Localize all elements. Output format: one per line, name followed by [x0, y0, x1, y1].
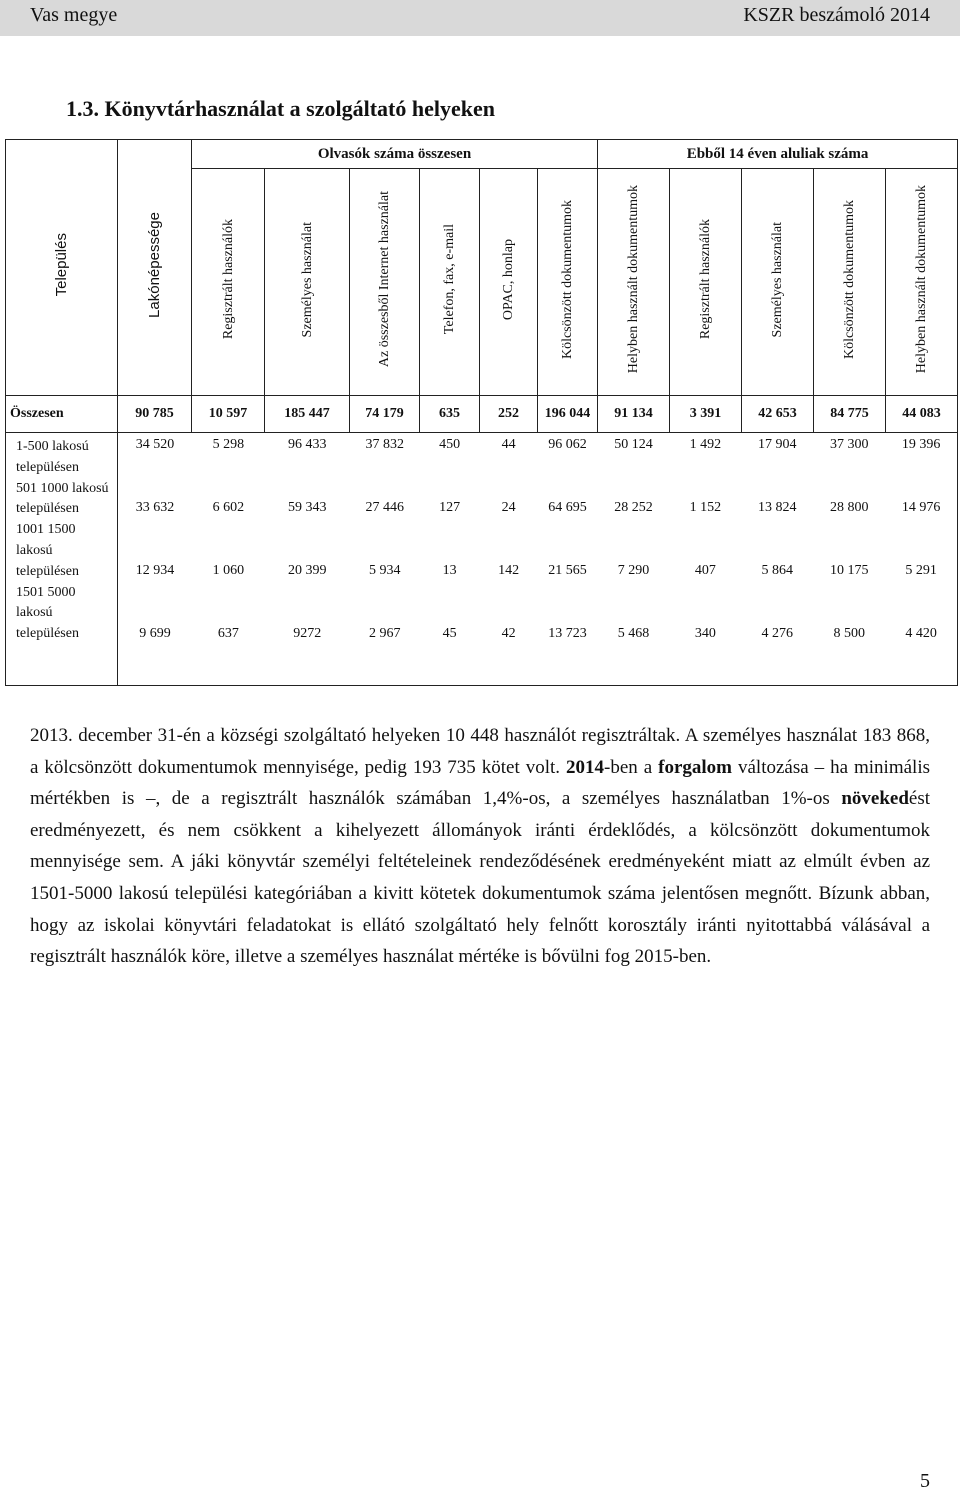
table-cell: 13 723	[548, 626, 587, 641]
table-cell: 6 602	[212, 500, 245, 515]
table-cell: 45	[442, 626, 457, 641]
table-cell: 12 934	[135, 563, 175, 578]
table-cell: 10 175	[829, 563, 869, 578]
total-cell: 3 391	[670, 396, 742, 433]
group-header-readers-total: Olvasók száma összesen	[192, 140, 598, 169]
table-cell: 1 492	[689, 437, 722, 452]
table-cell: 28 800	[829, 500, 869, 515]
table-cell: 96 062	[548, 437, 587, 452]
group-header-under14: Ebből 14 éven aluliak száma	[598, 140, 958, 169]
body-paragraph	[30, 720, 930, 973]
table-cell: 64 695	[548, 500, 587, 515]
table-cell: 50 124	[614, 437, 653, 452]
table-cell: 42	[501, 626, 516, 641]
table-cell: 142	[498, 563, 520, 578]
table-cell: 7 290	[617, 563, 650, 578]
para-sentence-3: A jáki könyvtár személyi feltételeinek rendeződésének eredményeként miatt az elmúlt évben az 1501-5000 lakosú települési kategóriában a kivitt kötetek dokumentumok száma jelentősen megnőtt. Bízunk abban, hogy az iskolai könyvtári feladatokat is ellátó szolgáltató hely felnőtt korosztály iránti nyitottabbá válásával a regisztrált használók köre, illetve a személyes használat mértéke is bővülni fog 2015-ben.	[30, 851, 930, 968]
table-cell: 14 976	[901, 500, 941, 515]
para-text: változása – ha minimális mértékben is –, de a regisztrált használók számában 1,4%-os, a személyes használatban 1%-os	[30, 756, 930, 810]
table-cell: 637	[217, 626, 239, 641]
table-cell: 5 298	[212, 437, 245, 452]
total-cell: 91 134	[598, 396, 670, 433]
table-cell: 4 420	[905, 626, 937, 641]
total-cell: 185 447	[265, 396, 350, 433]
table-cell: 37 300	[829, 437, 869, 452]
para-bold-forgalom: forgalom	[658, 756, 733, 778]
table-cell: 27 446	[365, 500, 404, 515]
table-cell: 17 904	[758, 437, 797, 452]
para-text: ést eredményezett, és nem csökkent a kihelyezett állományok iránti érdeklődés, a kölcsönzött dokumentumok mennyisége sem.	[30, 788, 930, 873]
table-cell: 1 152	[689, 500, 722, 515]
table-cell: 9 699	[139, 626, 171, 641]
col-header-registered: Regisztrált használók	[192, 169, 265, 396]
section-title: 1.3. Könyvtárhasználat a szolgáltató helyeken	[66, 96, 495, 121]
table-row	[118, 433, 957, 496]
para-text: -ben a	[604, 756, 659, 778]
col-header-opac-website: OPAC, honlap	[480, 169, 538, 396]
para-bold-noveked: növeked	[841, 788, 909, 810]
total-cell: 74 179	[350, 396, 420, 433]
table-cell: 96 433	[288, 437, 327, 452]
table-body-block	[6, 433, 958, 686]
row-label: 1001 1500 lakosú településen	[16, 522, 79, 579]
page-header	[0, 0, 960, 36]
row-label: 501 1000 lakosú településen	[16, 480, 109, 517]
table-cell: 2 967	[368, 626, 401, 641]
total-cell: 44 083	[886, 396, 958, 433]
total-label: Összesen	[6, 396, 118, 433]
table-cell: 19 396	[901, 437, 941, 452]
header-county: Vas megye	[30, 4, 118, 26]
table-cell: 5 291	[905, 563, 937, 578]
table-row	[118, 559, 957, 622]
row-values	[118, 433, 958, 686]
table-cell: 13 824	[758, 500, 797, 515]
table-cell: 5 934	[368, 563, 401, 578]
table-cell: 34 520	[135, 437, 175, 452]
table-cell: 450	[439, 437, 461, 452]
total-cell: 196 044	[538, 396, 598, 433]
table-cell: 21 565	[548, 563, 587, 578]
col-header-phone-fax-email: Telefon, fax, e-mail	[420, 169, 480, 396]
col-header-loaned-docs-u14: Kölcsönzött dokumentumok	[814, 169, 886, 396]
table-cell: 407	[694, 563, 716, 578]
page-number: 5	[920, 1470, 930, 1492]
header-report-title: KSZR beszámoló 2014	[743, 4, 930, 26]
row-labels	[6, 433, 118, 686]
para-sentence-1: 2013. december 31-én a községi szolgáltató helyeken 10 448 használót regisztráltak. A személyes használat 183 868, a kölcsönzött dokumentumok mennyisége, pedig 193 735 kötet volt.	[30, 725, 930, 778]
table-cell: 1 060	[212, 563, 245, 578]
table-cell: 59 343	[288, 500, 327, 515]
col-header-personal-use: Személyes használat	[265, 169, 350, 396]
table-cell: 13	[442, 563, 457, 578]
col-header-internet-use: Az összesből Internet használat	[350, 169, 420, 396]
table-cell: 8 500	[833, 626, 865, 641]
table-cell: 340	[694, 626, 716, 641]
total-cell: 90 785	[118, 396, 192, 433]
table-cell: 28 252	[614, 500, 653, 515]
table-cell: 5 864	[761, 563, 794, 578]
table-cell: 5 468	[617, 626, 650, 641]
total-cell: 635	[420, 396, 480, 433]
col-header-registered-u14: Regisztrált használók	[670, 169, 742, 396]
row-label: 1-500 lakosú településen	[16, 439, 89, 475]
table-total-row	[6, 396, 958, 433]
total-cell: 252	[480, 396, 538, 433]
usage-table	[5, 139, 958, 686]
para-year-2014: 2014	[566, 756, 605, 778]
col-header-population: Lakónépessége	[118, 140, 192, 396]
col-header-loaned-docs: Kölcsönzött dokumentumok	[538, 169, 598, 396]
table-cell: 20 399	[288, 563, 327, 578]
col-header-onsite-docs: Helyben használt dokumentumok	[598, 169, 670, 396]
table-cell: 44	[501, 437, 516, 452]
total-cell: 10 597	[192, 396, 265, 433]
table-cell: 37 832	[365, 437, 404, 452]
table-cell: 33 632	[135, 500, 175, 515]
total-cell: 42 653	[742, 396, 814, 433]
col-header-personal-use-u14: Személyes használat	[742, 169, 814, 396]
total-cell: 84 775	[814, 396, 886, 433]
table-row	[118, 622, 957, 685]
table-cell: 127	[439, 500, 461, 515]
table-cell: 24	[501, 500, 516, 515]
table-cell: 9272	[293, 626, 322, 641]
table-row	[118, 496, 957, 559]
table-cell: 4 276	[761, 626, 794, 641]
col-header-onsite-docs-u14: Helyben használt dokumentumok	[886, 169, 958, 396]
row-label: 1501 5000 lakosú településen	[16, 584, 79, 642]
col-header-settlement: Település	[6, 140, 118, 396]
